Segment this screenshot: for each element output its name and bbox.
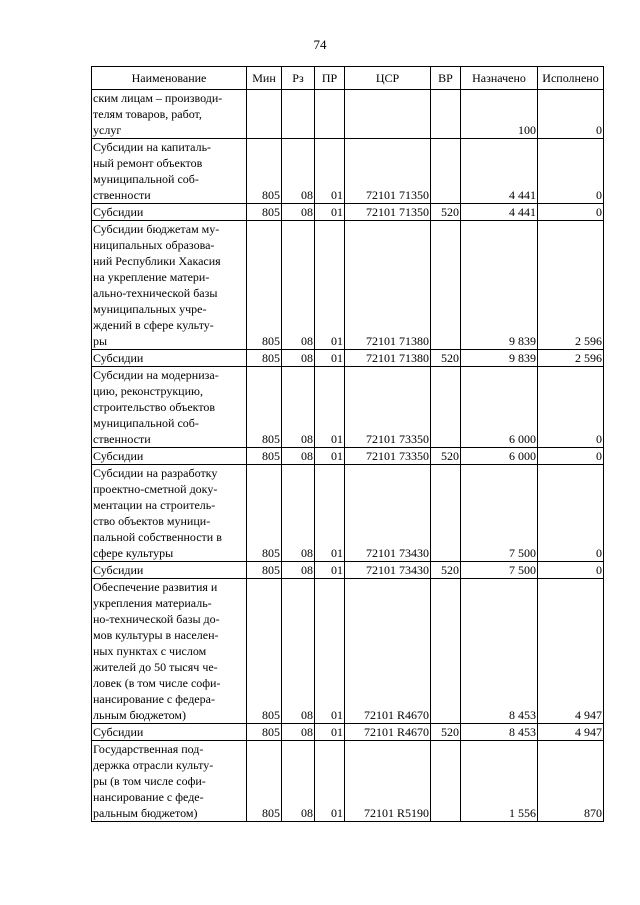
row-vr — [431, 579, 461, 724]
header-min: Мин — [247, 67, 282, 90]
row-rz: 08 — [282, 139, 315, 204]
row-vr: 520 — [431, 562, 461, 579]
row-assigned: 4 441 — [461, 204, 538, 221]
row-name: Субсидии — [92, 724, 247, 741]
row-pr — [315, 90, 345, 139]
row-min: 805 — [247, 204, 282, 221]
row-csr: 72101 71350 — [345, 204, 431, 221]
row-assigned: 9 839 — [461, 350, 538, 367]
row-rz — [282, 90, 315, 139]
row-rz: 08 — [282, 367, 315, 448]
row-assigned: 8 453 — [461, 724, 538, 741]
page-number: 74 — [313, 37, 327, 52]
row-executed: 870 — [538, 741, 604, 822]
row-name: Субсидии — [92, 448, 247, 465]
table-row — [92, 221, 604, 350]
row-executed: 4 947 — [538, 579, 604, 724]
header-csr: ЦСР — [345, 67, 431, 90]
row-rz: 08 — [282, 350, 315, 367]
row-rz: 08 — [282, 579, 315, 724]
row-assigned: 7 500 — [461, 465, 538, 562]
row-name: Субсидии — [92, 204, 247, 221]
row-assigned: 6 000 — [461, 367, 538, 448]
row-rz: 08 — [282, 724, 315, 741]
row-executed: 2 596 — [538, 221, 604, 350]
row-min: 805 — [247, 139, 282, 204]
row-csr: 72101 71350 — [345, 139, 431, 204]
budget-table — [91, 66, 604, 822]
row-min: 805 — [247, 579, 282, 724]
row-executed: 2 596 — [538, 350, 604, 367]
row-executed: 0 — [538, 562, 604, 579]
table-row — [92, 724, 604, 741]
table-row — [92, 139, 604, 204]
row-pr: 01 — [315, 350, 345, 367]
row-name: Государственная под- держка отрасли культу- ры (в том числе софи- нансирование с феде- ральным бюджетом) — [92, 741, 247, 822]
row-assigned: 9 839 — [461, 221, 538, 350]
row-vr — [431, 139, 461, 204]
table-row — [92, 465, 604, 562]
row-csr: 72101 R4670 — [345, 579, 431, 724]
row-vr: 520 — [431, 448, 461, 465]
row-pr: 01 — [315, 448, 345, 465]
table-row — [92, 367, 604, 448]
table-row — [92, 579, 604, 724]
row-assigned: 1 556 — [461, 741, 538, 822]
table-header-row — [92, 67, 604, 90]
row-pr: 01 — [315, 741, 345, 822]
table-row — [92, 741, 604, 822]
row-executed: 0 — [538, 465, 604, 562]
table-row — [92, 448, 604, 465]
row-min: 805 — [247, 562, 282, 579]
row-min — [247, 90, 282, 139]
row-assigned: 4 441 — [461, 139, 538, 204]
row-pr: 01 — [315, 221, 345, 350]
row-csr: 72101 73350 — [345, 367, 431, 448]
row-min: 805 — [247, 741, 282, 822]
row-name: Субсидии бюджетам му- ниципальных образова- ний Республики Хакасия на укрепление матери- ально-технической базы муниципальных учре- ждений в сфере культу- ры — [92, 221, 247, 350]
row-executed: 4 947 — [538, 724, 604, 741]
header-rz: Рз — [282, 67, 315, 90]
header-assigned: Назначено — [461, 67, 538, 90]
row-csr: 72101 R4670 — [345, 724, 431, 741]
row-pr: 01 — [315, 465, 345, 562]
row-rz: 08 — [282, 562, 315, 579]
row-pr: 01 — [315, 204, 345, 221]
row-min: 805 — [247, 724, 282, 741]
row-name: ским лицам – производи- телям товаров, работ, услуг — [92, 90, 247, 139]
row-assigned: 8 453 — [461, 579, 538, 724]
row-executed: 0 — [538, 448, 604, 465]
row-min: 805 — [247, 221, 282, 350]
row-assigned: 6 000 — [461, 448, 538, 465]
table-row — [92, 204, 604, 221]
row-csr: 72101 73430 — [345, 562, 431, 579]
row-rz: 08 — [282, 448, 315, 465]
row-min: 805 — [247, 350, 282, 367]
row-name: Субсидии на модерниза- цию, реконструкцию, строительство объектов муниципальной соб- ственности — [92, 367, 247, 448]
row-csr: 72101 R5190 — [345, 741, 431, 822]
row-pr: 01 — [315, 139, 345, 204]
row-vr — [431, 221, 461, 350]
row-rz: 08 — [282, 741, 315, 822]
row-vr — [431, 465, 461, 562]
row-min: 805 — [247, 465, 282, 562]
row-min: 805 — [247, 367, 282, 448]
row-name: Обеспечение развития и укрепления материаль- но-технической базы до- мов культуры в населен- ных пунктах с числом жителей до 50 тысяч че- ловек (в том числе софи- нансирование с федера- льным бюджетом) — [92, 579, 247, 724]
row-rz: 08 — [282, 465, 315, 562]
row-csr: 72101 73430 — [345, 465, 431, 562]
row-executed: 0 — [538, 204, 604, 221]
row-rz: 08 — [282, 221, 315, 350]
row-assigned: 100 — [461, 90, 538, 139]
row-name: Субсидии — [92, 350, 247, 367]
table-row — [92, 90, 604, 139]
row-vr — [431, 90, 461, 139]
row-vr — [431, 367, 461, 448]
table-row — [92, 350, 604, 367]
row-pr: 01 — [315, 724, 345, 741]
row-pr: 01 — [315, 562, 345, 579]
row-executed: 0 — [538, 90, 604, 139]
row-vr: 520 — [431, 204, 461, 221]
row-min: 805 — [247, 448, 282, 465]
row-pr: 01 — [315, 367, 345, 448]
row-vr — [431, 741, 461, 822]
header-executed: Исполнено — [538, 67, 604, 90]
row-name: Субсидии — [92, 562, 247, 579]
table-row — [92, 562, 604, 579]
row-name: Субсидии на капиталь- ный ремонт объектов муниципальной соб- ственности — [92, 139, 247, 204]
row-pr: 01 — [315, 579, 345, 724]
row-csr: 72101 73350 — [345, 448, 431, 465]
row-csr — [345, 90, 431, 139]
row-name: Субсидии на разработку проектно-сметной доку- ментации на строитель- ство объектов муници- пальной собственности в сфере культуры — [92, 465, 247, 562]
row-rz: 08 — [282, 204, 315, 221]
row-vr: 520 — [431, 350, 461, 367]
header-name: Наименование — [92, 67, 247, 90]
row-csr: 72101 71380 — [345, 350, 431, 367]
row-executed: 0 — [538, 367, 604, 448]
header-pr: ПР — [315, 67, 345, 90]
header-vr: ВР — [431, 67, 461, 90]
row-csr: 72101 71380 — [345, 221, 431, 350]
row-assigned: 7 500 — [461, 562, 538, 579]
row-executed: 0 — [538, 139, 604, 204]
row-vr: 520 — [431, 724, 461, 741]
